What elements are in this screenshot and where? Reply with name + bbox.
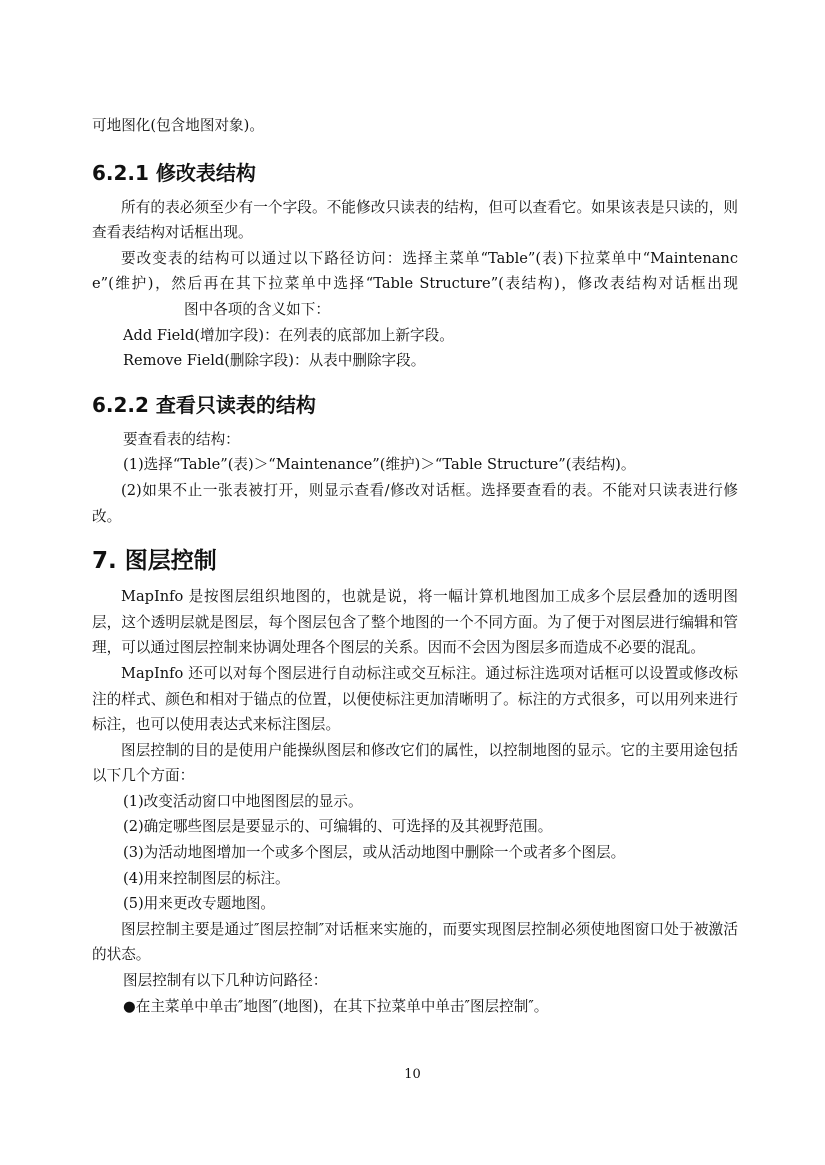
paragraph-access-routes: 图层控制有以下几种访问路径： <box>123 972 328 990</box>
paragraph-table-structure-intro: 所有的表必须至少有一个字段。不能修改只读表的结构，但可以查看它。如果该表是只读的，则查看表结构对话框出现。 <box>92 198 738 242</box>
step-2: (2)如果不止一张表被打开，则显示查看/修改对话框。选择要查看的表。不能对只读表进行修改。 <box>92 481 738 525</box>
paragraph-layer-control-dialog: 图层控制主要是通过″图层控制″对话框来实施的，而要实现图层控制必须使地图窗口处于被激活的状态。 <box>92 920 738 964</box>
page-number: 10 <box>404 1067 421 1082</box>
paragraph-view-structure: 要查看表的结构： <box>123 430 240 448</box>
item-add-field: Add Field(增加字段)：在列表的底部加上新字段。 <box>123 326 454 344</box>
bullet-access-route: ●在主菜单中单击″地图″(地图)，在其下拉菜单中单击″图层控制″。 <box>123 997 549 1015</box>
paragraph-mapinfo-labels: MapInfo 还可以对每个图层进行自动标注或交互标注。通过标注选项对话框可以设置或修改标注的样式、颜色和相对于锚点的位置，以便使标注更加清晰明了。标注的方式很多，可以用列来进行标注，也可以使用表达式来标注图层。 <box>92 664 738 734</box>
access-path-text: 要改变表的结构可以通过以下路径访问：选择主菜单“Table”(表)下拉菜单中“Maintenance”(维护)，然后再在其下拉菜单中选择“Table Structure”(表结构)，修改表结构对话框出现 <box>92 249 738 293</box>
use-item: (1)改变活动窗口中地图图层的显示。 <box>123 792 363 810</box>
figure-meaning-text: 图中各项的含义如下： <box>184 300 330 318</box>
page-body <box>92 113 738 1019</box>
intro-line: 可地图化(包含地图对象)。 <box>92 117 264 134</box>
use-item: (5)用来更改专题地图。 <box>123 895 276 913</box>
use-item: (3)为活动地图增加一个或多个图层，或从活动地图中删除一个或者多个图层。 <box>123 844 626 862</box>
item-remove-field: Remove Field(删除字段)：从表中删除字段。 <box>123 352 426 370</box>
heading-7: 7. 图层控制 <box>92 548 217 575</box>
heading-6-2-1: 6.2.1 修改表结构 <box>92 160 256 185</box>
paragraph-access-path <box>92 246 738 323</box>
use-item: (2)确定哪些图层是要显示的、可编辑的、可选择的及其视野范围。 <box>123 818 553 836</box>
step-1: (1)选择“Table”(表)＞“Maintenance”(维护)＞“Table Structure”(表结构)。 <box>123 456 636 474</box>
paragraph-mapinfo-layers: MapInfo 是按图层组织地图的，也就是说，将一幅计算机地图加工成多个层层叠加的透明图层，这个透明层就是图层，每个图层包含了整个地图的一个不同方面。为了便于对图层进行编辑和管理，可以通过图层控制来协调处理各个图层的关系。因而不会因为图层多而造成不必要的混乱。 <box>92 588 738 657</box>
heading-6-2-2: 6.2.2 查看只读表的结构 <box>92 392 316 417</box>
use-item: (4)用来控制图层的标注。 <box>123 869 290 887</box>
paragraph-layer-control-purpose: 图层控制的目的是使用户能操纵图层和修改它们的属性，以控制地图的显示。它的主要用途包括以下几个方面： <box>92 741 738 785</box>
